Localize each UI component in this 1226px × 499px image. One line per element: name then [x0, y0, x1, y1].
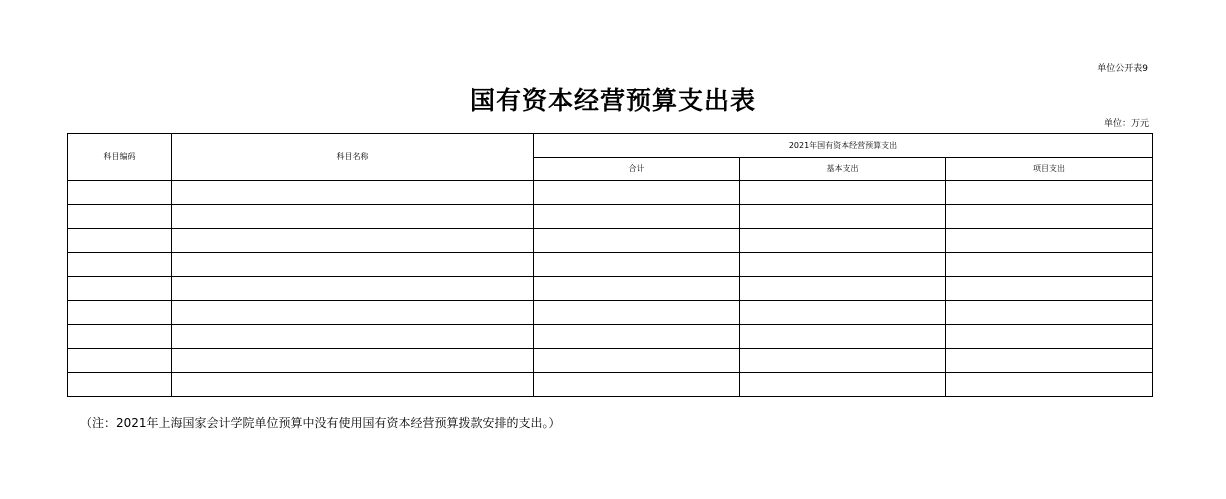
table-cell: [172, 253, 534, 277]
table-cell: [534, 325, 740, 349]
table-row: [68, 301, 1153, 325]
table-cell: [68, 277, 172, 301]
table-cell: [740, 205, 946, 229]
table-cell: [172, 349, 534, 373]
table-cell: [534, 301, 740, 325]
table-body: [68, 181, 1153, 397]
table-row: [68, 229, 1153, 253]
header-total: 合计: [534, 158, 740, 181]
header-subject-code: 科目编码: [68, 134, 172, 181]
table-cell: [534, 349, 740, 373]
table-row: [68, 277, 1153, 301]
table-cell: [172, 277, 534, 301]
table-cell: [740, 373, 946, 397]
table-cell: [946, 277, 1153, 301]
table-cell: [534, 229, 740, 253]
table-cell: [68, 205, 172, 229]
table-cell: [172, 181, 534, 205]
form-number: 单位公开表9: [1097, 64, 1148, 74]
table-cell: [172, 205, 534, 229]
table-cell: [68, 229, 172, 253]
unit-label: 单位：万元: [1103, 119, 1149, 129]
table-cell: [740, 325, 946, 349]
table-row: [68, 181, 1153, 205]
table-cell: [946, 373, 1153, 397]
table-row: [68, 205, 1153, 229]
table-cell: [946, 181, 1153, 205]
table-cell: [172, 229, 534, 253]
table-cell: [68, 301, 172, 325]
table-cell: [946, 349, 1153, 373]
table-cell: [172, 373, 534, 397]
table-cell: [172, 301, 534, 325]
table-cell: [172, 325, 534, 349]
table-cell: [946, 253, 1153, 277]
table-cell: [68, 325, 172, 349]
budget-table: [67, 133, 1153, 397]
header-basic-expenditure: 基本支出: [740, 158, 946, 181]
page-title: 国有资本经营预算支出表: [469, 86, 756, 115]
table-cell: [534, 253, 740, 277]
table-cell: [740, 349, 946, 373]
table-cell: [740, 253, 946, 277]
table-cell: [534, 205, 740, 229]
table-cell: [740, 181, 946, 205]
table-cell: [946, 325, 1153, 349]
footnote: （注：2021年上海国家会计学院单位预算中没有使用国有资本经营预算拨款安排的支出。）: [80, 416, 561, 430]
table-row: [68, 325, 1153, 349]
header-project-expenditure: 项目支出: [946, 158, 1153, 181]
table-row: [68, 253, 1153, 277]
table-cell: [740, 229, 946, 253]
table-cell: [68, 373, 172, 397]
table-cell: [946, 301, 1153, 325]
table-cell: [68, 181, 172, 205]
table-cell: [534, 277, 740, 301]
table-cell: [68, 349, 172, 373]
header-subject-name: 科目名称: [172, 134, 534, 181]
header-budget-group: 2021年国有资本经营预算支出: [534, 134, 1153, 158]
table-row: [68, 373, 1153, 397]
table-cell: [946, 229, 1153, 253]
table-cell: [946, 205, 1153, 229]
table-cell: [740, 277, 946, 301]
table-cell: [534, 181, 740, 205]
table-cell: [68, 253, 172, 277]
table-row: [68, 349, 1153, 373]
table-cell: [740, 301, 946, 325]
table-cell: [534, 373, 740, 397]
